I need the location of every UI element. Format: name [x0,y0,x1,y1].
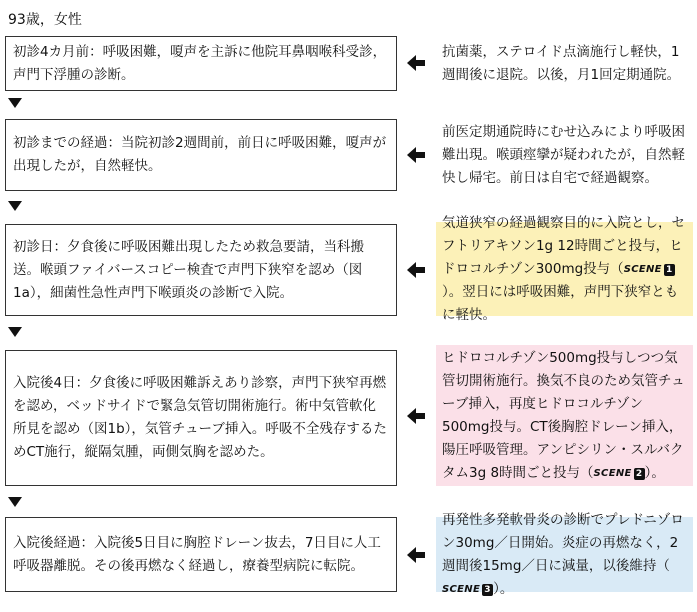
treatment-box-4-months-before [436,36,693,91]
treatment-text: 気道狭窄の経過観察目的に入院とし，セフトリアキソン1g 12時間ごと投与，ヒドロコルチゾン300mg投与（SCENE 1）。翌日には呼吸困難，声門下狭窄ともに軽快。 [442,214,685,323]
left-arrow-icon [407,408,425,424]
left-arrow-icon [407,147,425,163]
patient-header: 93歳，女性 [8,12,82,28]
scene-badge: SCENE 3 [442,578,493,601]
left-arrow-icon [407,547,425,563]
treatment-box-course-before-visit [436,119,693,191]
treatment-box-post-admission [436,511,693,597]
down-triangle-icon [8,201,22,211]
timeline-text: 初診までの経過：当院初診2週間前，前日に呼吸困難，嗄声が出現したが，自然軽快。 [13,135,387,174]
scene-badge: SCENE 2 [594,462,645,485]
treatment-box-day-4 [436,345,693,486]
timeline-box-first-visit [5,224,397,316]
treatment-text: 前医定期通院時にむせ込みにより呼吸困難出現。喉頭痙攣が疑われたが，自然軽快し帰宅。前日は自宅で経過観察。 [442,123,685,186]
down-triangle-icon [8,98,22,108]
timeline-text: 初診日：夕食後に呼吸困難出現したため救急要請，当科搬送。喉頭ファイバースコピー検査で声門下狭窄を認め（図1a），細菌性急性声門下喉頭炎の診断で入院。 [13,238,364,301]
treatment-text: 抗菌薬，ステロイド点滴施行し軽快，1週間後に退院。以後，月1回定期通院。 [442,43,681,83]
timeline-box-day-4 [5,350,397,486]
treatment-box-first-visit [436,214,693,323]
down-triangle-icon [8,327,22,337]
treatment-text: ヒドロコルチゾン500mg投与しつつ気管切開術施行。換気不良のため気管チューブ挿入，再度ヒドロコルチゾン500mg投与。CT後胸腔ドレーン挿入，陽圧呼吸管理。アンピシリン・スルバクタム3g 8時間ごと投与（SCENE 2 ）。 [442,347,687,485]
left-arrow-icon [407,55,425,71]
timeline-box-post-admission [5,517,397,592]
timeline-text: 初診4カ月前：呼吸困難，嗄声を主訴に他院耳鼻咽喉科受診，声門下浮腫の診断。 [13,43,387,83]
timeline-box-course-before-visit [5,119,397,191]
timeline-text: 入院後経過：入院後5日目に胸腔ドレーン抜去，7日目に人工呼吸器離脱。その後再燃なく経過し，療養型病院に転院。 [13,534,381,574]
left-arrow-icon [407,262,425,278]
treatment-text: 再発性多発軟骨炎の診断でプレドニゾロン30mg／日開始。炎症の再燃なく，2週間後15mg／日に減量，以後維持（SCENE 3 ）。 [442,509,687,601]
timeline-box-4-months-before [5,36,397,91]
timeline-text: 入院後4日：夕食後に呼吸困難訴えあり診察，声門下狭窄再燃を認め，ベッドサイドで緊急気管切開術施行。術中気管軟化所見を認め（図1b），気管チューブ挿入。呼吸不全残存するためCT施行，縦隔気腫，両側気胸を認めた。 [13,375,387,460]
down-triangle-icon [8,497,22,507]
scene-badge: SCENE 1 [624,258,675,281]
